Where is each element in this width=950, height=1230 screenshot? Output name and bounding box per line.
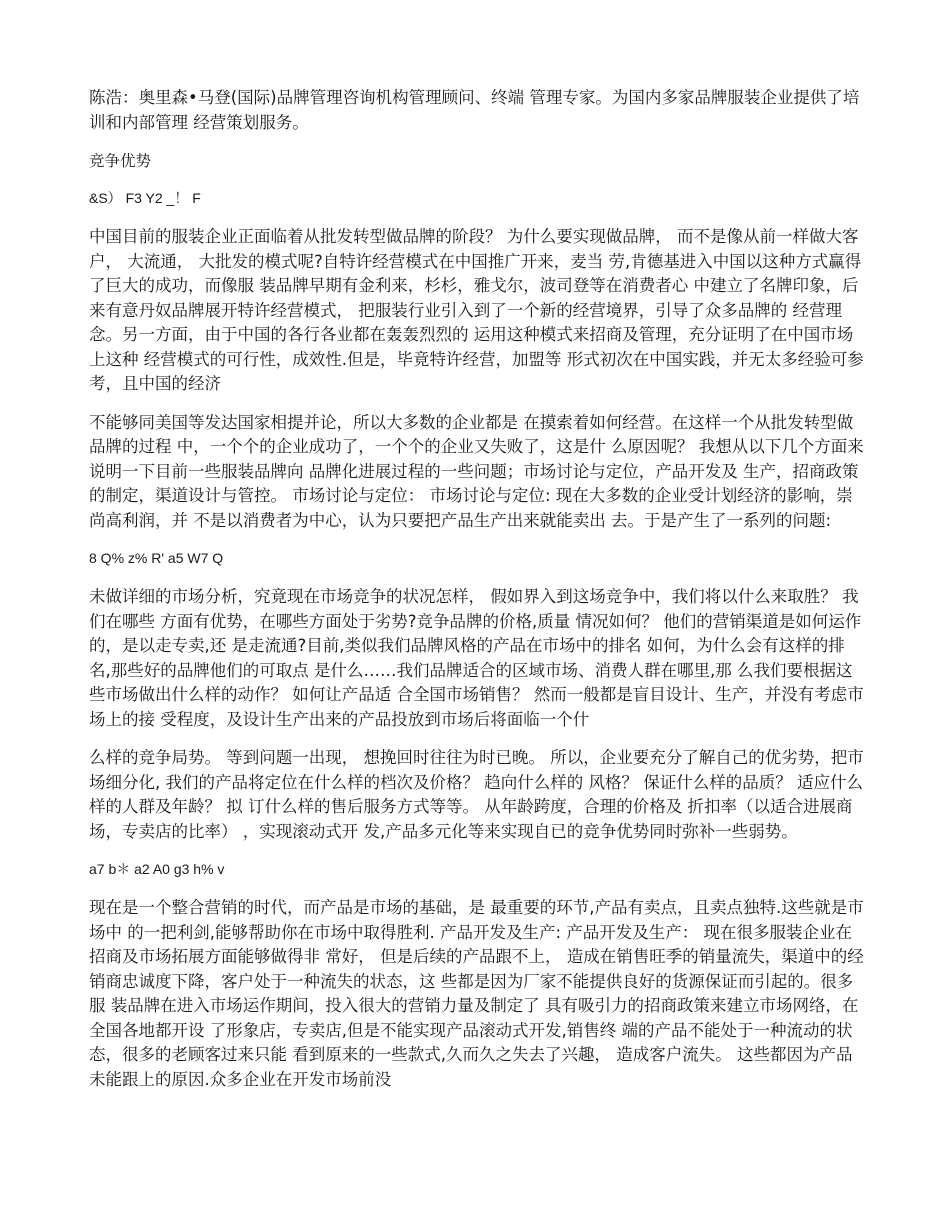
body-paragraph: 现在是一个整合营销的时代，而产品是市场的基础，是 最重要的环节,产品有卖点，且卖点独特.这些就是市场中 的一把利剑,能够帮助你在市场中取得胜利. 产品开发及生产: 产品开发及生产： 现在很多服装企业在招商及市场拓展方面能够做得非 常好， 但是后续的产品跟不上， 造成在销售旺季的销量流失，渠道中的经销商忠诚度下降，客户处于一种流失的状态，这 些都是因为厂家不能提供良好的货源保证而引起的。很多服 装品牌在进入市场运作期间，投入很大的营销力量及制定了 具有吸引力的招商政策来建立市场网络，在全国各地都开设 了形象店，专卖店,但是不能实现产品滚动式开发,销售终 端的产品不能处于一种流动的状态，很多的老顾客过来只能 看到原来的一些款式,久而久之失去了兴趣， 造成客户流失。 这些都因为产品未能跟上的原因.众多企业在开发市场前没 xyxy=(89,898,864,1089)
body-paragraph: 么样的竞争局势。 等到问题一出现， 想挽回时往往为时已晚。 所以，企业要充分了解自己的优劣势，把市场细分化, 我们的产品将定位在什么样的档次及价格？ 趋向什么样的 风格？ 保证什么样的品质？ 适应什么样的人群及年龄？ 拟 订什么样的售后服务方式等等。 从年龄跨度，合理的价格及 折扣率（以适合进展商场，专卖店的比率） ，实现滚动式开 发,产品多元化等来实现自已的竞争优势同时弥补一些弱势。 xyxy=(89,748,864,841)
body-paragraph: 不能够同美国等发达国家相提并论，所以大多数的企业都是 在摸索着如何经营。在这样一个从批发转型做品牌的过程 中，一个个的企业成功了，一个个的企业又失败了，这是什 么原因呢？ 我想从以下几个方面来说明一下目前一些服装品牌向 品牌化进展过程的一些问题；市场讨论与定位，产品开发及 生产，招商政策的制定，渠道设计与管控。 市场讨论与定位： 市场讨论与定位: 现在大多数的企业受计划经济的影响，崇尚高利润，并 不是以消费者为中心，认为只要把产品生产出来就能卖出 去。于是产生了一系列的问题: xyxy=(89,412,864,530)
garbled-text-line: 8 Q% z% R' a5 W7 Q xyxy=(89,550,224,566)
section-heading-competitive-advantage: 竞争优势 xyxy=(89,152,152,170)
body-paragraph: 中国目前的服装企业正面临着从批发转型做品牌的阶段？ 为什么要实现做品牌， 而不是像从前一样做大客户， 大流通， 大批发的模式呢?自特许经营模式在中国推广开来，麦当 劳,肯德基进入中国以这种方式赢得了巨大的成功，而像服 装品牌早期有金利来，杉杉，雅戈尔，波司登等在消费者心 中建立了名牌印象，后来有意丹奴品牌展开特许经营模式， 把服装行业引入到了一个新的经营境界，引导了众多品牌的 经营理念。另一方面，由于中国的各行各业都在轰轰烈烈的 运用这种模式来招商及管理，充分证明了在中国市场上这种 经营模式的可行性，成效性.但是，毕竟特许经营，加盟等 形式初次在中国实践，并无太多经验可参考，且中国的经济 xyxy=(89,227,864,393)
garbled-text-line: a7 b＊ a2 A0 g3 h% v xyxy=(89,861,225,877)
body-paragraph: 未做详细的市场分析，究竟现在市场竞争的状况怎样， 假如界入到这场竞争中，我们将以什么来取胜？ 我们在哪些 方面有优势，在哪些方面处于劣势?竞争品牌的价格,质量 情况如何？ 他们的营销渠道是如何运作的，是以走专卖,还 是走流通?目前,类似我们品牌风格的产品在市场中的排名 如何，为什么会有这样的排名,那些好的品牌他们的可取点 是什么……我们品牌适合的区域市场、消费人群在哪里,那 么我们要根据这些市场做出什么样的动作？ 如何让产品适 合全国市场销售？ 然而一般都是盲目设计、生产，并没有考虑市场上的接 受程度，及设计生产出来的产品投放到市场后将面临一个什 xyxy=(89,587,864,729)
author-intro-paragraph: 陈浩：奥里森•马登(国际)品牌管理咨询机构管理顾问、终端 管理专家。为国内多家品牌服装企业提供了培训和内部管理 经营策划服务。 xyxy=(89,88,860,132)
garbled-text-line: &S） F3 Y2 _！ F xyxy=(89,190,201,206)
document-page xyxy=(89,86,864,1106)
